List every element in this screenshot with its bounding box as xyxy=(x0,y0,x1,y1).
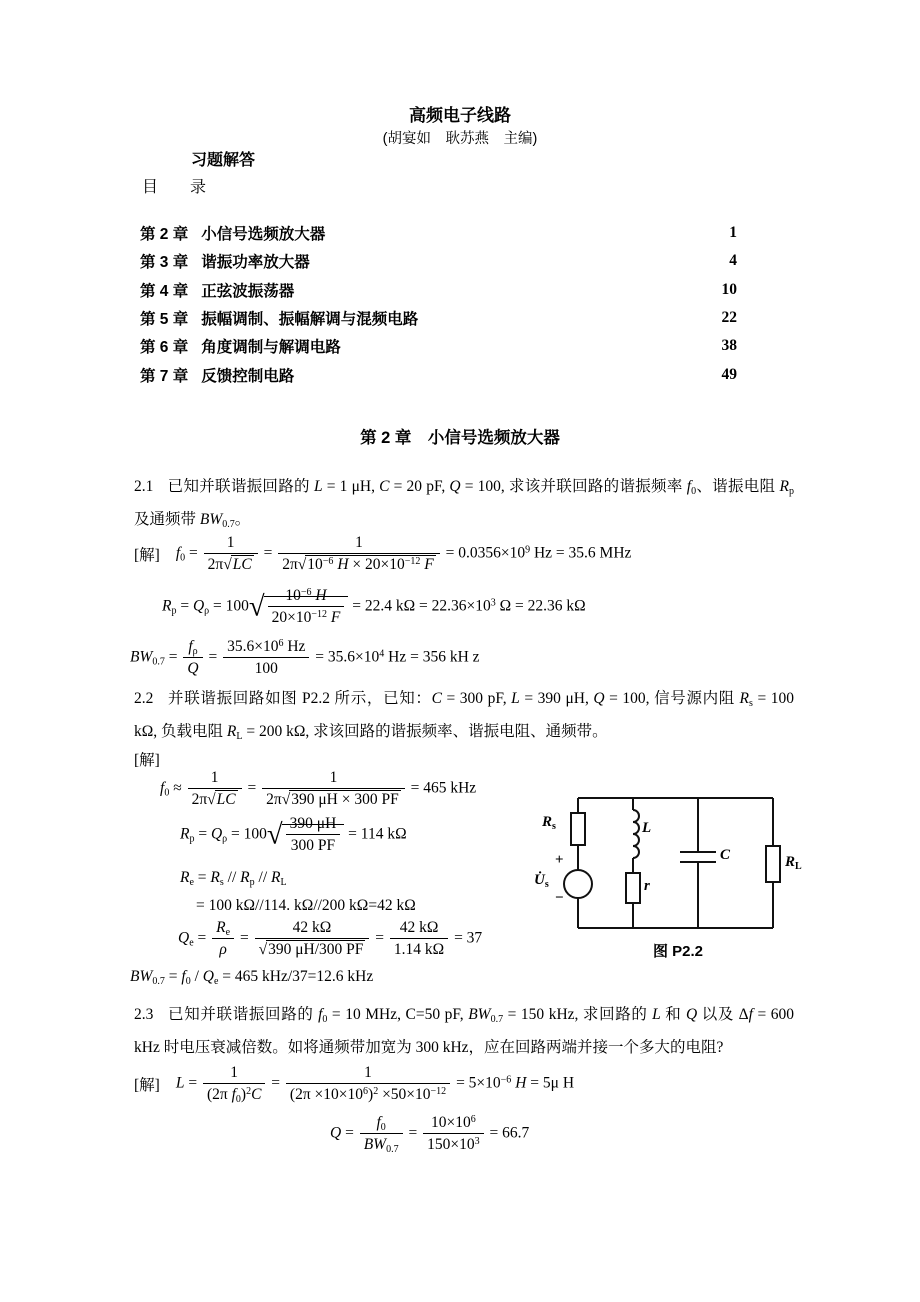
byline: (胡宴如 耿苏燕 主编) xyxy=(382,131,538,147)
formula-2-3-l xyxy=(134,1063,574,1105)
toc-chapter: 第 2 章 xyxy=(140,226,189,244)
formula-2-2-re-value xyxy=(196,897,416,915)
toc-page-number: 38 xyxy=(721,337,737,355)
problem-text: 已知并联谐振回路的 L = 1 μH, C = 20 pF, Q = 100, 求该并联回路的谐振频率 $f_0$、谐振电阻 $R_p$ 及通频带 $BW_{0.7}$。 xyxy=(134,478,794,530)
formula: $Q_e$ = $\frac{R_e}{\rho}$ = $\frac{42 k\Omega}{√ 390 \mu H/300 PF}$ = $\frac{42 k\Omega}{1.14 k\Omega}$ = 37 xyxy=(178,919,483,959)
formula-2-2-f0 xyxy=(160,768,476,810)
formula: L = $\frac{1}{(2\pi f_0)^2C}$ = $\frac{1}{(2\pi \times 10\times 10^6)^2 \times 50\times 10^{-12}}$ = $5\times 10^{-6}$ H = 5μ H xyxy=(175,1064,575,1106)
circuit-figure-p2-2 xyxy=(528,788,838,973)
table-of-contents xyxy=(140,219,737,389)
formula: $f_0$ ≈ $\frac{1}{2\pi√ LC}$ = $\frac{1}{2\pi√ 390 \mu H \times 300 PF}$ = 465 kHz xyxy=(160,769,477,809)
toc-page-number: 4 xyxy=(729,252,737,270)
formula: $f_0$ = $\frac{1}{2\pi√ LC}$ = $\frac{1}{2\pi√ 10^{-6} H \times 20\times 10^{-12} F}$ = $0.0356\times 10^9$ Hz = 35.6 MHz xyxy=(175,534,632,574)
toc-row xyxy=(140,332,737,360)
formula: $R_e = R_s // R_p // R_L$ xyxy=(180,869,287,888)
problem-2-2-statement xyxy=(134,682,794,748)
formula: $R_p = Q_\rho = 100√$ $\frac{10^{-6} H}{20\times 10^{-12} F}$ = 22.4 $k\Omega = 22.36\times 10^3$ Ω = 22.36 kΩ xyxy=(162,587,586,627)
label-r: r xyxy=(644,878,650,894)
problem-number: 2.2 xyxy=(134,690,154,707)
formula-2-2-rp xyxy=(180,814,407,856)
problem-2-1-statement xyxy=(134,470,794,536)
problem-number: 2.3 xyxy=(134,1006,154,1023)
toc-row xyxy=(140,276,737,304)
toc-page-number: 10 xyxy=(721,280,737,298)
toc-chapter: 第 4 章 xyxy=(140,282,189,300)
toc-title: 谐振功率放大器 xyxy=(201,254,310,272)
toc-chapter: 第 7 章 xyxy=(140,367,189,385)
formula: $BW_{0.7} = f_0 / Q_e = 465$ kHz/37=12.6 kHz xyxy=(130,968,374,987)
formula: $R_p = Q_\rho = 100√$ $\frac{390 \mu H}{300 PF}$ = 114 kΩ xyxy=(180,815,407,855)
label-us: $U̇_s$ xyxy=(534,872,549,890)
problem-2-3-statement xyxy=(134,998,794,1064)
toc-row xyxy=(140,219,737,247)
formula-2-2-re xyxy=(180,869,287,887)
solution-label: [解] xyxy=(134,546,160,564)
toc-row xyxy=(140,247,737,275)
formula-2-3-q xyxy=(330,1113,529,1155)
toc-chapter: 第 5 章 xyxy=(140,311,189,329)
problem-text: 已知并联谐振回路的 $f_0 = 10$ MHz, C=50 pF, $BW_{0.7} = 150$ kHz, 求回路的 L 和 Q 以及 Δf = 600 kHz 时电压衰减倍数。如将通频带加宽为 300 kHz，应在回路两端并接一个多大的电阻? xyxy=(134,1006,794,1056)
toc-title: 反馈控制电路 xyxy=(201,367,295,385)
toc-chapter: 第 6 章 xyxy=(140,339,189,357)
formula: = 100 kΩ//114. kΩ//200 kΩ=42 kΩ xyxy=(196,897,416,914)
toc-row xyxy=(140,360,737,388)
problem-number: 2.1 xyxy=(134,478,154,495)
toc-chapter: 第 3 章 xyxy=(140,254,189,272)
formula-2-2-bw xyxy=(130,968,373,986)
label-c: C xyxy=(720,847,731,863)
subtitle: 习题解答 xyxy=(191,152,256,169)
toc-title: 振幅调制、振幅解调与混频电路 xyxy=(201,311,419,329)
toc-page-number: 1 xyxy=(729,224,737,242)
formula-2-2-qe xyxy=(178,918,482,960)
formula-2-1-rp xyxy=(162,586,586,628)
label-rl: $R_L$ xyxy=(785,854,802,872)
page-title: 高频电子线路 xyxy=(409,106,511,125)
label-rs: $R_s$ xyxy=(542,814,556,832)
solution-label-2-2: [解] xyxy=(134,752,160,769)
figure-caption: 图 P2.2 xyxy=(652,943,704,960)
label-l: L xyxy=(642,820,652,836)
formula-2-1-bw xyxy=(130,637,480,679)
formula: $BW_{0.7}$ = $\frac{f_\rho}{Q}$ = $\frac{35.6\times 10^6 Hz}{100}$ = $35.6\times 10^4$ Hz = 356 kH z xyxy=(130,638,480,678)
toc-page-number: 49 xyxy=(721,365,737,383)
formula-2-1-f0 xyxy=(134,533,631,575)
toc-page-number: 22 xyxy=(721,309,737,327)
formula: Q = $\frac{f_0}{BW_{0.7}}$ = $\frac{10\times 10^6}{150\times 10^3}$ = 66.7 xyxy=(330,1114,530,1156)
solution-label: [解] xyxy=(134,1076,160,1094)
toc-title: 小信号选频放大器 xyxy=(201,226,326,244)
minus-sign: − xyxy=(555,890,564,906)
toc-title: 角度调制与解调电路 xyxy=(201,339,341,357)
plus-sign: + xyxy=(555,852,564,868)
toc-row xyxy=(140,304,737,332)
problem-text: 并联谐振回路如图 P2.2 所示，已知：C = 300 pF, L = 390 μH, Q = 100, 信号源内阻 $R_s = 100$ kΩ, 负载电阻 $R_L = 200$ kΩ, 求该回路的谐振频率、谐振电阻、通频带。 xyxy=(134,690,794,742)
toc-title: 正弦波振荡器 xyxy=(201,282,295,300)
section-heading: 第 2 章 小信号选频放大器 xyxy=(360,429,560,447)
toc-heading: 目 录 xyxy=(142,179,207,196)
